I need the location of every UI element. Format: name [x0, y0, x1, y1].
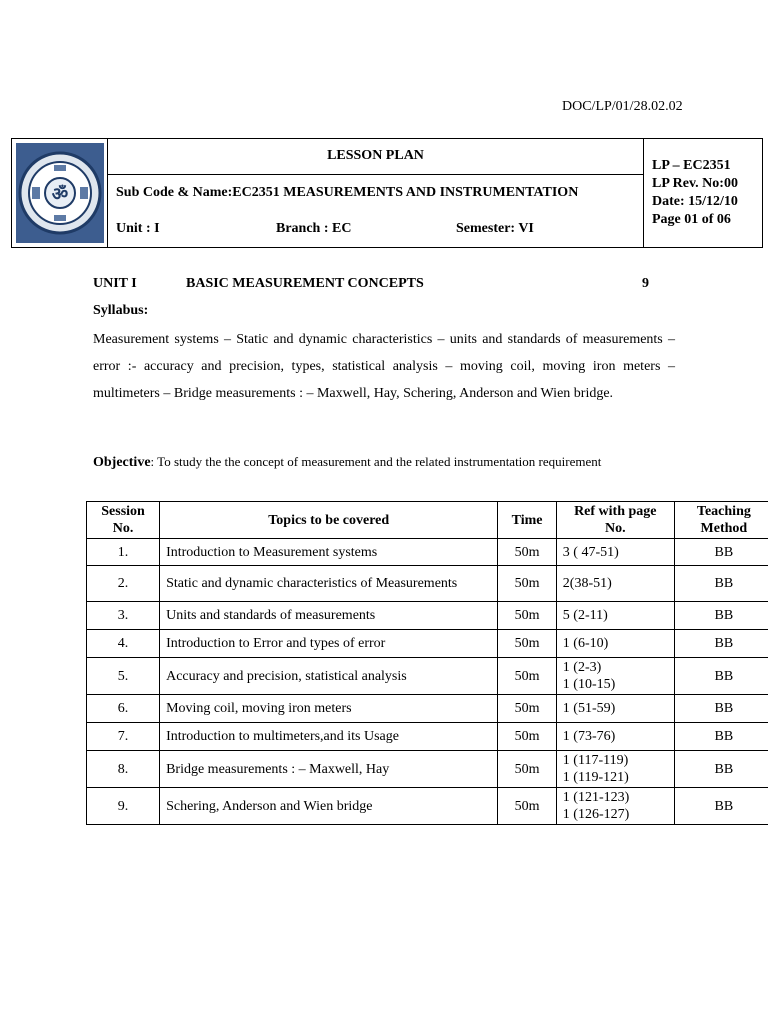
table-row: [87, 566, 768, 602]
topic-cell: Introduction to Measurement systems: [160, 539, 498, 566]
document-reference: DOC/LP/01/28.02.02: [562, 99, 683, 114]
ref-cell: 1 (73-76): [556, 723, 674, 751]
method-cell: BB: [674, 751, 768, 788]
header-session-no: Session No.: [87, 502, 160, 539]
unit-title: BASIC MEASUREMENT CONCEPTS: [186, 276, 424, 291]
table-row: [87, 630, 768, 658]
ref-cell: 1 (117-119) 1 (119-121): [556, 751, 674, 788]
subject-code-value: EC2351 MEASUREMENTS AND INSTRUMENTATION: [232, 185, 579, 200]
session-no-cell: 2.: [87, 566, 160, 602]
lp-date: Date: 15/12/10: [652, 194, 738, 209]
method-cell: BB: [674, 723, 768, 751]
syllabus-text: Measurement systems – Static and dynamic characteristics – units and standards of measurements – error :- accuracy and precision, types, statistical analysis – moving coil, moving iron meters – multimeters – Bridge measurements : – Maxwell, Hay, Schering, Anderson and Wien bridge.: [93, 332, 675, 401]
table-row: [87, 539, 768, 566]
session-no-cell: 9.: [87, 788, 160, 825]
branch-label: Branch : EC: [276, 221, 352, 236]
header-topics: Topics to be covered: [160, 502, 498, 539]
topic-cell: Introduction to Error and types of error: [160, 630, 498, 658]
objective-text: : To study the the concept of measurement and the related instrumentation requirement: [150, 454, 602, 469]
header-method: Teaching Method: [674, 502, 768, 539]
session-no-cell: 4.: [87, 630, 160, 658]
method-cell: BB: [674, 658, 768, 695]
college-logo: [12, 139, 108, 247]
time-cell: 50m: [498, 566, 556, 602]
table-row: [87, 788, 768, 825]
time-cell: 50m: [498, 658, 556, 695]
time-cell: 50m: [498, 723, 556, 751]
time-cell: 50m: [498, 539, 556, 566]
method-cell: BB: [674, 695, 768, 723]
table-row: [87, 723, 768, 751]
table-row: [87, 751, 768, 788]
objective: [93, 454, 693, 471]
topic-cell: Schering, Anderson and Wien bridge: [160, 788, 498, 825]
header-middle: [108, 139, 644, 247]
topic-cell: Accuracy and precision, statistical analysis: [160, 658, 498, 695]
session-no-cell: 1.: [87, 539, 160, 566]
table-header-row: [87, 502, 768, 539]
session-no-cell: 3.: [87, 602, 160, 630]
ref-cell: 1 (6-10): [556, 630, 674, 658]
session-no-cell: 7.: [87, 723, 160, 751]
lp-revision: LP Rev. No:00: [652, 176, 738, 191]
table-row: [87, 602, 768, 630]
topic-cell: Static and dynamic characteristics of Measurements: [160, 566, 498, 602]
session-no-cell: 5.: [87, 658, 160, 695]
header-time: Time: [498, 502, 556, 539]
objective-label: Objective: [93, 455, 151, 470]
session-no-cell: 6.: [87, 695, 160, 723]
topic-cell: Introduction to multimeters,and its Usage: [160, 723, 498, 751]
lesson-plan-title: LESSON PLAN: [108, 139, 643, 175]
ref-cell: 5 (2-11): [556, 602, 674, 630]
lesson-plan-header: [11, 138, 763, 248]
subject-code-label: Sub Code & Name:: [116, 185, 233, 200]
subject-code-name: [116, 185, 578, 201]
college-seal-icon: [16, 143, 104, 243]
method-cell: BB: [674, 539, 768, 566]
time-cell: 50m: [498, 751, 556, 788]
time-cell: 50m: [498, 695, 556, 723]
method-cell: BB: [674, 788, 768, 825]
unit-hours: 9: [642, 276, 649, 291]
table-row: [87, 658, 768, 695]
syllabus-label: Syllabus:: [93, 303, 149, 318]
topic-cell: Moving coil, moving iron meters: [160, 695, 498, 723]
ref-cell: 3 ( 47-51): [556, 539, 674, 566]
ref-cell: 1 (121-123) 1 (126-127): [556, 788, 674, 825]
method-cell: BB: [674, 630, 768, 658]
header-ref: Ref with page No.: [556, 502, 674, 539]
method-cell: BB: [674, 602, 768, 630]
unit-label: Unit : I: [116, 221, 160, 236]
semester-label: Semester: VI: [456, 221, 534, 236]
table-row: [87, 695, 768, 723]
method-cell: BB: [674, 566, 768, 602]
time-cell: 50m: [498, 788, 556, 825]
ref-cell: 1 (51-59): [556, 695, 674, 723]
topic-cell: Units and standards of measurements: [160, 602, 498, 630]
lp-code: LP – EC2351: [652, 158, 731, 173]
session-no-cell: 8.: [87, 751, 160, 788]
ref-cell: 2(38-51): [556, 566, 674, 602]
ref-cell: 1 (2-3) 1 (10-15): [556, 658, 674, 695]
unit-number: UNIT I: [93, 276, 137, 291]
header-right-info: [652, 157, 762, 229]
time-cell: 50m: [498, 630, 556, 658]
time-cell: 50m: [498, 602, 556, 630]
session-table: [86, 501, 768, 825]
svg-text:ॐ: ॐ: [51, 184, 68, 205]
topic-cell: Bridge measurements : – Maxwell, Hay: [160, 751, 498, 788]
page-number: Page 01 of 06: [652, 212, 731, 227]
